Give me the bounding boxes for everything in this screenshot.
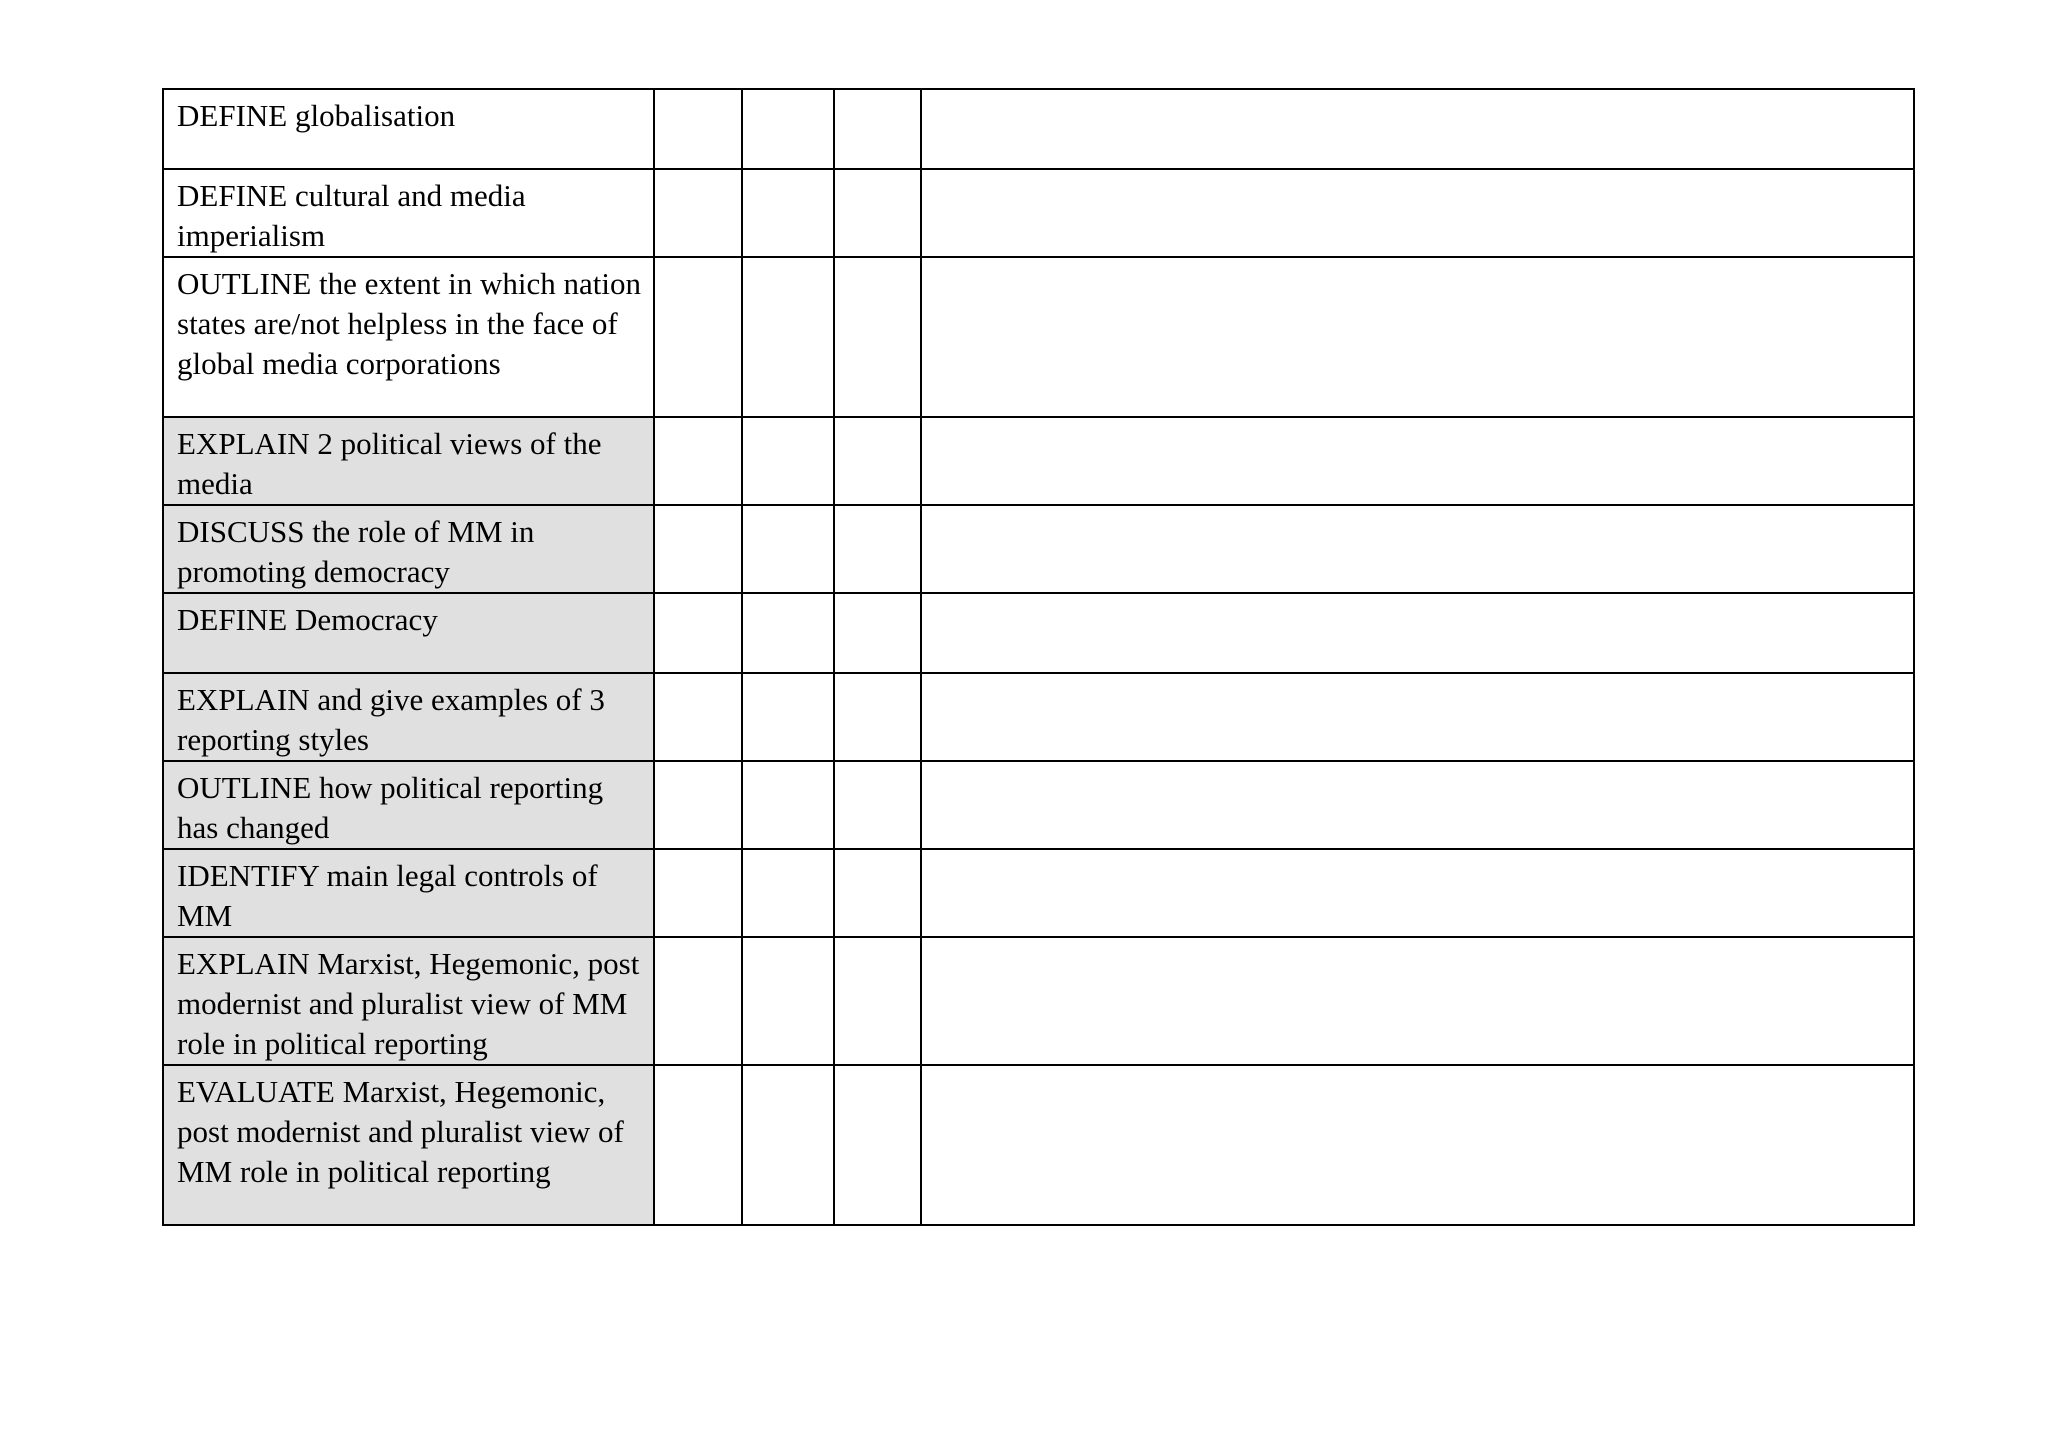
check-cell-1[interactable]: [654, 937, 742, 1065]
check-cell-3[interactable]: [834, 937, 921, 1065]
checklist-table: [162, 88, 1915, 1226]
table-row: [163, 937, 1914, 1065]
check-cell-2[interactable]: [742, 169, 834, 257]
table-row: [163, 761, 1914, 849]
check-cell-3[interactable]: [834, 89, 921, 169]
check-cell-1[interactable]: [654, 1065, 742, 1225]
check-cell-1[interactable]: [654, 849, 742, 937]
table-row: [163, 257, 1914, 417]
table-row: [163, 593, 1914, 673]
notes-cell[interactable]: [921, 673, 1914, 761]
notes-cell[interactable]: [921, 169, 1914, 257]
check-cell-2[interactable]: [742, 417, 834, 505]
check-cell-3[interactable]: [834, 1065, 921, 1225]
task-cell: DEFINE globalisation: [163, 89, 654, 169]
table-row: [163, 417, 1914, 505]
check-cell-1[interactable]: [654, 505, 742, 593]
checklist-sheet: [162, 88, 1913, 1226]
check-cell-2[interactable]: [742, 761, 834, 849]
check-cell-3[interactable]: [834, 417, 921, 505]
check-cell-1[interactable]: [654, 89, 742, 169]
check-cell-1[interactable]: [654, 169, 742, 257]
notes-cell[interactable]: [921, 417, 1914, 505]
check-cell-3[interactable]: [834, 849, 921, 937]
check-cell-3[interactable]: [834, 593, 921, 673]
check-cell-3[interactable]: [834, 673, 921, 761]
check-cell-1[interactable]: [654, 593, 742, 673]
task-cell: DISCUSS the role of MM in promoting democracy: [163, 505, 654, 593]
task-cell: EXPLAIN 2 political views of the media: [163, 417, 654, 505]
check-cell-1[interactable]: [654, 761, 742, 849]
task-cell: OUTLINE the extent in which nation states are/not helpless in the face of global media corporations: [163, 257, 654, 417]
check-cell-2[interactable]: [742, 937, 834, 1065]
task-cell: DEFINE Democracy: [163, 593, 654, 673]
check-cell-3[interactable]: [834, 761, 921, 849]
notes-cell[interactable]: [921, 593, 1914, 673]
check-cell-2[interactable]: [742, 849, 834, 937]
notes-cell[interactable]: [921, 937, 1914, 1065]
task-cell: DEFINE cultural and media imperialism: [163, 169, 654, 257]
check-cell-2[interactable]: [742, 1065, 834, 1225]
table-row: [163, 169, 1914, 257]
table-row: [163, 505, 1914, 593]
check-cell-1[interactable]: [654, 673, 742, 761]
check-cell-1[interactable]: [654, 417, 742, 505]
check-cell-2[interactable]: [742, 593, 834, 673]
task-cell: EXPLAIN Marxist, Hegemonic, post modernist and pluralist view of MM role in political reporting: [163, 937, 654, 1065]
notes-cell[interactable]: [921, 257, 1914, 417]
table-row: [163, 673, 1914, 761]
notes-cell[interactable]: [921, 761, 1914, 849]
check-cell-3[interactable]: [834, 169, 921, 257]
notes-cell[interactable]: [921, 505, 1914, 593]
check-cell-2[interactable]: [742, 673, 834, 761]
check-cell-2[interactable]: [742, 257, 834, 417]
notes-cell[interactable]: [921, 1065, 1914, 1225]
check-cell-1[interactable]: [654, 257, 742, 417]
check-cell-2[interactable]: [742, 505, 834, 593]
notes-cell[interactable]: [921, 89, 1914, 169]
task-cell: OUTLINE how political reporting has changed: [163, 761, 654, 849]
check-cell-3[interactable]: [834, 257, 921, 417]
table-row: [163, 89, 1914, 169]
task-cell: EVALUATE Marxist, Hegemonic, post modernist and pluralist view of MM role in political reporting: [163, 1065, 654, 1225]
check-cell-2[interactable]: [742, 89, 834, 169]
task-cell: EXPLAIN and give examples of 3 reporting styles: [163, 673, 654, 761]
notes-cell[interactable]: [921, 849, 1914, 937]
table-row: [163, 849, 1914, 937]
check-cell-3[interactable]: [834, 505, 921, 593]
task-cell: IDENTIFY main legal controls of MM: [163, 849, 654, 937]
table-row: [163, 1065, 1914, 1225]
